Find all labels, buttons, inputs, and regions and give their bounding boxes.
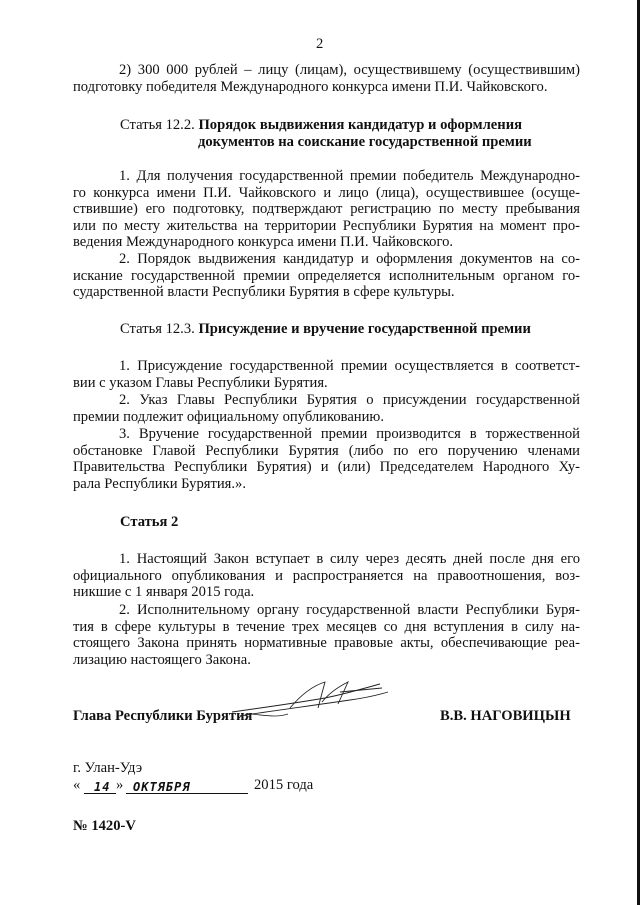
paragraph-line: 1. Для получения государственной премии победитель Международно-	[119, 168, 580, 184]
article-12-3-paragraph-3	[73, 426, 580, 492]
paragraph-line: 1. Присуждение государственной премии осуществляется в соответст-	[119, 358, 580, 374]
article-12-3-title: Присуждение и вручение государственной премии	[198, 321, 531, 337]
intro-paragraph	[73, 62, 580, 95]
signatory-name: В.В. НАГОВИЦЫН	[440, 708, 571, 724]
article-12-3-paragraph-2	[73, 392, 580, 425]
paragraph-line: обстановке Главой Республики Бурятия (либо по его поручению членами	[73, 442, 580, 459]
paragraph-line: лизацию настоящего Закона.	[73, 651, 251, 668]
paragraph-line: 2. Порядок выдвижения кандидатур и оформления документов на со-	[119, 251, 580, 267]
article-2-paragraph-2	[73, 602, 580, 668]
article-2-paragraph-1	[73, 551, 580, 601]
paragraph-line: ведения Международного конкурса имени П.И. Чайковского.	[73, 234, 454, 251]
paragraph-line: 2. Указ Главы Республики Бурятия о присуждении государственной	[119, 392, 580, 408]
article-12-2-heading	[120, 117, 522, 133]
paragraph-line: сударственной власти Республики Бурятия в сфере культуры.	[73, 284, 455, 301]
paragraph-line: 1. Настоящий Закон вступает в силу через десять дней после дня его	[119, 551, 580, 567]
paragraph-line: или по месту жительства на территории Республики Бурятия на момент про-	[73, 217, 580, 234]
paragraph-line: рала Республики Бурятия.».	[73, 475, 246, 492]
article-12-2-title-line1: Порядок выдвижения кандидатур и оформления	[198, 117, 522, 133]
paragraph-line: го конкурса имени П.И. Чайковского и лицо (лица), осуществившее (осуще-	[73, 184, 580, 201]
article-12-3-paragraph-1	[73, 358, 580, 391]
day-stamp: 14	[94, 780, 111, 794]
article-12-2-paragraph-1	[73, 168, 580, 251]
handwritten-signature	[230, 678, 390, 722]
paragraph-line: официального опубликования и распространяется на правоотношения, воз-	[73, 567, 580, 584]
article-2-heading: Статья 2	[120, 514, 179, 530]
paragraph-line: премии подлежит официальному опубликованию.	[73, 408, 384, 425]
law-number: № 1420-V	[73, 818, 136, 834]
paragraph-line: ствившие) его подготовку, подтверждают регистрацию по месту пребывания	[73, 201, 580, 218]
page-number: 2	[316, 36, 324, 52]
article-12-3-label: Статья 12.3.	[120, 321, 195, 337]
paragraph-line: Правительства Республики Бурятия) и (или) Председателем Народного Ху-	[73, 459, 580, 476]
paragraph-line: вии с указом Главы Республики Бурятия.	[73, 374, 328, 391]
intro-line: 2) 300 000 рублей – лицу (лицам), осуществившему (осуществившим)	[119, 62, 580, 78]
year: 2015 года	[254, 777, 314, 793]
article-12-2-title-line2: документов на соискание государственной премии	[198, 134, 532, 150]
city: г. Улан-Удэ	[73, 760, 143, 776]
month-stamp: ОКТЯБРЯ	[133, 780, 191, 794]
paragraph-line: 3. Вручение государственной премии производится в торжественной	[119, 426, 580, 442]
paragraph-line: искание государственной премии определяется исполнительным органом го-	[73, 267, 580, 284]
paragraph-line: никшие с 1 января 2015 года.	[73, 584, 255, 601]
signatory-position: Глава Республики Бурятия	[73, 708, 253, 724]
quote-close: »	[116, 777, 124, 793]
intro-line: подготовку победителя Международного конкурса имени П.И. Чайковского.	[73, 78, 548, 95]
paragraph-line: стоящего Закона принять нормативные правовые акты, обеспечивающие реа-	[73, 635, 580, 652]
paragraph-line: 2. Исполнительному органу государственной власти Республики Буря-	[119, 602, 580, 618]
article-12-2-label: Статья 12.2.	[120, 117, 195, 133]
paragraph-line: тия в сфере культуры в течение трех месяцев со дня вступления в силу на-	[73, 618, 580, 635]
article-12-2-paragraph-2	[73, 251, 580, 301]
quote-open: «	[73, 777, 81, 793]
article-12-3-heading	[120, 321, 531, 337]
